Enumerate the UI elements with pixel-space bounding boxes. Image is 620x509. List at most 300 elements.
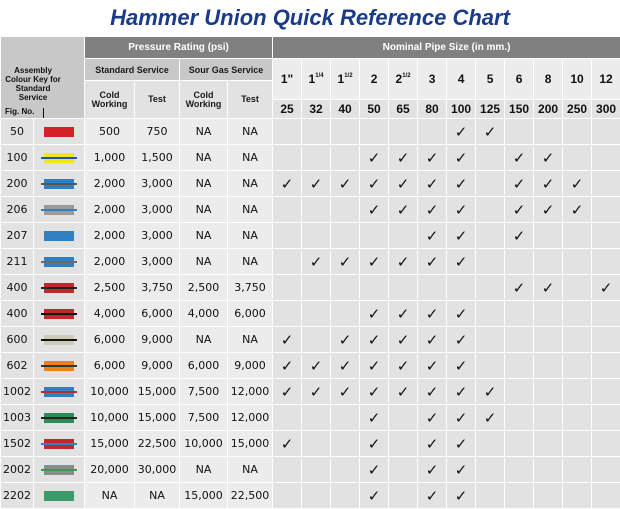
check-mark: ✓: [418, 483, 446, 508]
empty-size-cell: [505, 457, 533, 482]
check-mark: ✓: [273, 327, 301, 352]
sour-test: NA: [228, 327, 272, 352]
empty-size-cell: [505, 353, 533, 378]
std-cold-working: 1,000: [85, 145, 134, 170]
check-mark: ✓: [447, 197, 475, 222]
empty-size-cell: [331, 301, 359, 326]
check-mark: ✓: [534, 171, 562, 196]
empty-size-cell: [273, 249, 301, 274]
empty-size-cell: [476, 483, 504, 508]
table-row: [1, 197, 620, 222]
check-mark: ✓: [360, 197, 388, 222]
size-mm-header: 25: [273, 100, 301, 118]
empty-size-cell: [476, 327, 504, 352]
sour-test: 9,000: [228, 353, 272, 378]
check-mark: ✓: [360, 483, 388, 508]
check-mark: ✓: [418, 327, 446, 352]
size-mm-header: 80: [418, 100, 446, 118]
empty-size-cell: [563, 249, 591, 274]
empty-size-cell: [360, 223, 388, 248]
std-cold-working: 4,000: [85, 301, 134, 326]
empty-size-cell: [273, 223, 301, 248]
empty-size-cell: [534, 483, 562, 508]
colour-key-swatch: [44, 153, 74, 163]
empty-size-cell: [505, 249, 533, 274]
check-mark: ✓: [360, 249, 388, 274]
check-mark: ✓: [447, 431, 475, 456]
std-cold-working: 2,000: [85, 197, 134, 222]
check-mark: ✓: [505, 171, 533, 196]
empty-size-cell: [476, 249, 504, 274]
empty-size-cell: [592, 119, 620, 144]
std-test: 750: [135, 119, 179, 144]
fig-no-label: Fig. No.: [5, 107, 35, 116]
colour-key-swatch: [44, 413, 74, 423]
colour-key-cell: [34, 353, 84, 378]
check-mark: ✓: [447, 301, 475, 326]
sour-test: 12,000: [228, 405, 272, 430]
check-mark: ✓: [563, 197, 591, 222]
empty-size-cell: [563, 379, 591, 404]
sour-cold-working: 7,500: [180, 405, 227, 430]
empty-size-cell: [476, 145, 504, 170]
check-mark: ✓: [360, 353, 388, 378]
table-row: [1, 171, 620, 196]
empty-size-cell: [476, 431, 504, 456]
empty-size-cell: [418, 275, 446, 300]
empty-size-cell: [302, 223, 330, 248]
empty-size-cell: [563, 483, 591, 508]
empty-size-cell: [476, 301, 504, 326]
std-test: 30,000: [135, 457, 179, 482]
size-mm-header: 100: [447, 100, 475, 118]
std-cold-working: 2,000: [85, 223, 134, 248]
empty-size-cell: [563, 405, 591, 430]
empty-size-cell: [302, 431, 330, 456]
table-row: [1, 353, 620, 378]
sour-test: 12,000: [228, 379, 272, 404]
check-mark: ✓: [447, 327, 475, 352]
colour-key-stripe: [41, 313, 77, 315]
sour-cold-working: NA: [180, 197, 227, 222]
colour-key-stripe: [41, 339, 77, 341]
std-cold-working-header: Cold Working: [85, 81, 134, 118]
colour-key-swatch: [44, 335, 74, 345]
check-mark: ✓: [360, 405, 388, 430]
check-mark: ✓: [534, 197, 562, 222]
empty-size-cell: [534, 301, 562, 326]
size-mm-header: 125: [476, 100, 504, 118]
sour-cold-working: 7,500: [180, 379, 227, 404]
table-row: [1, 431, 620, 456]
empty-size-cell: [331, 405, 359, 430]
std-test: 15,000: [135, 405, 179, 430]
empty-size-cell: [534, 457, 562, 482]
empty-size-cell: [592, 197, 620, 222]
empty-size-cell: [302, 405, 330, 430]
size-in-header: 10: [563, 59, 591, 99]
empty-size-cell: [592, 405, 620, 430]
fig-number: 2002: [1, 457, 33, 482]
table-row: [1, 405, 620, 430]
size-mm-header: 150: [505, 100, 533, 118]
empty-size-cell: [331, 457, 359, 482]
check-mark: ✓: [418, 171, 446, 196]
empty-size-cell: [592, 145, 620, 170]
sour-test: 3,750: [228, 275, 272, 300]
check-mark: ✓: [476, 405, 504, 430]
check-mark: ✓: [534, 275, 562, 300]
empty-size-cell: [505, 301, 533, 326]
check-mark: ✓: [360, 327, 388, 352]
check-mark: ✓: [505, 275, 533, 300]
empty-size-cell: [505, 431, 533, 456]
fig-number: 50: [1, 119, 33, 144]
empty-size-cell: [302, 197, 330, 222]
size-mm-header: 65: [389, 100, 417, 118]
size-in-header: 3: [418, 59, 446, 99]
check-mark: ✓: [418, 431, 446, 456]
sour-cold-working-header: Cold Working: [180, 81, 227, 118]
std-cold-working: 500: [85, 119, 134, 144]
check-mark: ✓: [418, 301, 446, 326]
sour-gas-service-header: Sour Gas Service: [180, 59, 272, 80]
empty-size-cell: [592, 327, 620, 352]
empty-size-cell: [505, 327, 533, 352]
size-mm-header: 250: [563, 100, 591, 118]
empty-size-cell: [563, 119, 591, 144]
empty-size-cell: [592, 301, 620, 326]
standard-service-header: Standard Service: [85, 59, 179, 80]
sour-cold-working: NA: [180, 327, 227, 352]
empty-size-cell: [534, 327, 562, 352]
empty-size-cell: [331, 223, 359, 248]
std-cold-working: 10,000: [85, 405, 134, 430]
empty-size-cell: [360, 275, 388, 300]
empty-size-cell: [592, 379, 620, 404]
colour-key-cell: [34, 457, 84, 482]
empty-size-cell: [534, 431, 562, 456]
colour-key-swatch: [44, 205, 74, 215]
fig-number: 211: [1, 249, 33, 274]
check-mark: ✓: [447, 457, 475, 482]
colour-key-cell: [34, 197, 84, 222]
check-mark: ✓: [273, 379, 301, 404]
size-in-header: 8: [534, 59, 562, 99]
std-test: 9,000: [135, 327, 179, 352]
empty-size-cell: [273, 405, 301, 430]
sour-test: 15,000: [228, 431, 272, 456]
chart-title: Hammer Union Quick Reference Chart: [110, 5, 510, 30]
check-mark: ✓: [505, 223, 533, 248]
empty-size-cell: [534, 405, 562, 430]
size-in-header: 2: [360, 59, 388, 99]
empty-size-cell: [273, 119, 301, 144]
std-test: 3,000: [135, 171, 179, 196]
check-mark: ✓: [418, 405, 446, 430]
empty-size-cell: [331, 275, 359, 300]
sour-test: NA: [228, 223, 272, 248]
empty-size-cell: [505, 405, 533, 430]
assembly-key-header: [1, 37, 84, 118]
fig-number: 602: [1, 353, 33, 378]
fig-number: 206: [1, 197, 33, 222]
empty-size-cell: [505, 483, 533, 508]
std-cold-working: 2,000: [85, 249, 134, 274]
empty-size-cell: [302, 483, 330, 508]
table-row: [1, 223, 620, 248]
colour-key-swatch: [44, 283, 74, 293]
std-test: NA: [135, 483, 179, 508]
empty-size-cell: [592, 223, 620, 248]
sour-test: NA: [228, 457, 272, 482]
check-mark: ✓: [447, 145, 475, 170]
check-mark: ✓: [505, 145, 533, 170]
sour-cold-working: 4,000: [180, 301, 227, 326]
check-mark: ✓: [302, 353, 330, 378]
check-mark: ✓: [563, 171, 591, 196]
colour-key-cell: [34, 275, 84, 300]
check-mark: ✓: [592, 275, 620, 300]
fig-number: 600: [1, 327, 33, 352]
table-row: [1, 275, 620, 300]
empty-size-cell: [389, 405, 417, 430]
check-mark: ✓: [331, 379, 359, 404]
check-mark: ✓: [447, 483, 475, 508]
reference-table: [0, 36, 620, 509]
check-mark: ✓: [302, 379, 330, 404]
std-test: 6,000: [135, 301, 179, 326]
empty-size-cell: [476, 353, 504, 378]
fig-number: 1502: [1, 431, 33, 456]
empty-size-cell: [534, 379, 562, 404]
check-mark: ✓: [418, 249, 446, 274]
empty-size-cell: [302, 327, 330, 352]
empty-size-cell: [534, 249, 562, 274]
colour-key-cell: [34, 301, 84, 326]
empty-size-cell: [592, 483, 620, 508]
empty-size-cell: [563, 301, 591, 326]
size-in-header: $1^{1/4}$: [302, 59, 330, 99]
empty-size-cell: [476, 223, 504, 248]
empty-size-cell: [360, 119, 388, 144]
size-in-header: $2^{1/2}$: [389, 59, 417, 99]
empty-size-cell: [476, 457, 504, 482]
colour-key-cell: [34, 119, 84, 144]
check-mark: ✓: [360, 431, 388, 456]
empty-size-cell: [389, 119, 417, 144]
check-mark: ✓: [389, 171, 417, 196]
sour-cold-working: 6,000: [180, 353, 227, 378]
check-mark: ✓: [447, 379, 475, 404]
empty-size-cell: [273, 301, 301, 326]
table-row: [1, 483, 620, 508]
fig-number: 207: [1, 223, 33, 248]
colour-key-stripe: [41, 365, 77, 367]
colour-key-swatch: [44, 465, 74, 475]
check-mark: ✓: [331, 171, 359, 196]
check-mark: ✓: [360, 457, 388, 482]
size-in-header: 4: [447, 59, 475, 99]
check-mark: ✓: [447, 119, 475, 144]
size-mm-header: 300: [592, 100, 620, 118]
std-cold-working: 2,000: [85, 171, 134, 196]
check-mark: ✓: [302, 249, 330, 274]
sour-cold-working: 2,500: [180, 275, 227, 300]
empty-size-cell: [331, 197, 359, 222]
size-in-header: 12: [592, 59, 620, 99]
empty-size-cell: [302, 301, 330, 326]
check-mark: ✓: [389, 379, 417, 404]
colour-key-stripe: [41, 183, 77, 185]
colour-key-swatch: [44, 491, 74, 501]
std-cold-working: 10,000: [85, 379, 134, 404]
sour-cold-working: 15,000: [180, 483, 227, 508]
table-row: [1, 301, 620, 326]
empty-size-cell: [331, 119, 359, 144]
colour-key-cell: [34, 379, 84, 404]
colour-key-cell: [34, 483, 84, 508]
empty-size-cell: [389, 431, 417, 456]
empty-size-cell: [563, 457, 591, 482]
empty-size-cell: [273, 197, 301, 222]
colour-key-swatch: [44, 387, 74, 397]
fig-number: 400: [1, 301, 33, 326]
check-mark: ✓: [476, 119, 504, 144]
colour-key-cell: [34, 249, 84, 274]
colour-key-stripe: [41, 209, 77, 211]
colour-key-swatch: [44, 179, 74, 189]
empty-size-cell: [389, 223, 417, 248]
colour-key-stripe: [41, 391, 77, 393]
colour-key-stripe: [41, 469, 77, 471]
check-mark: ✓: [360, 301, 388, 326]
std-test: 22,500: [135, 431, 179, 456]
table-row: [1, 249, 620, 274]
empty-size-cell: [592, 353, 620, 378]
check-mark: ✓: [418, 197, 446, 222]
table-row: [1, 327, 620, 352]
empty-size-cell: [563, 431, 591, 456]
empty-size-cell: [592, 431, 620, 456]
std-cold-working: 2,500: [85, 275, 134, 300]
check-mark: ✓: [505, 197, 533, 222]
check-mark: ✓: [447, 223, 475, 248]
colour-key-cell: [34, 431, 84, 456]
check-mark: ✓: [447, 353, 475, 378]
empty-size-cell: [331, 431, 359, 456]
empty-size-cell: [273, 145, 301, 170]
std-cold-working: 6,000: [85, 353, 134, 378]
empty-size-cell: [302, 275, 330, 300]
colour-key-stripe: [41, 417, 77, 419]
sour-cold-working: NA: [180, 223, 227, 248]
check-mark: ✓: [360, 171, 388, 196]
colour-key-cell: [34, 405, 84, 430]
size-in-header: 5: [476, 59, 504, 99]
check-mark: ✓: [389, 301, 417, 326]
empty-size-cell: [476, 171, 504, 196]
std-cold-working: NA: [85, 483, 134, 508]
sour-test: 22,500: [228, 483, 272, 508]
empty-size-cell: [273, 457, 301, 482]
sour-cold-working: NA: [180, 145, 227, 170]
empty-size-cell: [331, 483, 359, 508]
empty-size-cell: [534, 353, 562, 378]
std-test: 3,000: [135, 197, 179, 222]
empty-size-cell: [563, 223, 591, 248]
empty-size-cell: [534, 223, 562, 248]
check-mark: ✓: [360, 379, 388, 404]
colour-key-stripe: [41, 157, 77, 159]
std-test: 3,750: [135, 275, 179, 300]
empty-size-cell: [534, 119, 562, 144]
size-mm-header: 200: [534, 100, 562, 118]
fig-number: 400: [1, 275, 33, 300]
std-test: 9,000: [135, 353, 179, 378]
check-mark: ✓: [418, 145, 446, 170]
check-mark: ✓: [302, 171, 330, 196]
check-mark: ✓: [418, 353, 446, 378]
check-mark: ✓: [331, 353, 359, 378]
sour-test: NA: [228, 119, 272, 144]
colour-key-swatch: [44, 439, 74, 449]
check-mark: ✓: [418, 379, 446, 404]
colour-key-cell: [34, 223, 84, 248]
empty-size-cell: [273, 483, 301, 508]
empty-size-cell: [505, 119, 533, 144]
empty-size-cell: [563, 275, 591, 300]
empty-size-cell: [389, 275, 417, 300]
size-mm-header: 32: [302, 100, 330, 118]
sour-cold-working: NA: [180, 457, 227, 482]
check-mark: ✓: [360, 145, 388, 170]
empty-size-cell: [476, 197, 504, 222]
colour-key-swatch: [44, 231, 74, 241]
check-mark: ✓: [534, 145, 562, 170]
empty-size-cell: [592, 457, 620, 482]
colour-key-stripe: [41, 443, 77, 445]
fig-number: 200: [1, 171, 33, 196]
check-mark: ✓: [418, 457, 446, 482]
table-row: [1, 379, 620, 404]
sour-test: NA: [228, 249, 272, 274]
check-mark: ✓: [273, 431, 301, 456]
empty-size-cell: [389, 483, 417, 508]
empty-size-cell: [592, 171, 620, 196]
empty-size-cell: [563, 327, 591, 352]
empty-size-cell: [418, 119, 446, 144]
check-mark: ✓: [418, 223, 446, 248]
size-in-header: 6: [505, 59, 533, 99]
fig-number: 2202: [1, 483, 33, 508]
size-mm-header: 50: [360, 100, 388, 118]
size-in-header: $1^{1/2}$: [331, 59, 359, 99]
sour-cold-working: NA: [180, 171, 227, 196]
key-pointer-line: [43, 108, 44, 118]
empty-size-cell: [331, 145, 359, 170]
empty-size-cell: [563, 145, 591, 170]
table-row: [1, 119, 620, 144]
check-mark: ✓: [273, 171, 301, 196]
sour-test: NA: [228, 145, 272, 170]
fig-number: 1002: [1, 379, 33, 404]
colour-key-cell: [34, 145, 84, 170]
sour-cold-working: 10,000: [180, 431, 227, 456]
empty-size-cell: [302, 145, 330, 170]
check-mark: ✓: [476, 379, 504, 404]
colour-key-cell: [34, 327, 84, 352]
